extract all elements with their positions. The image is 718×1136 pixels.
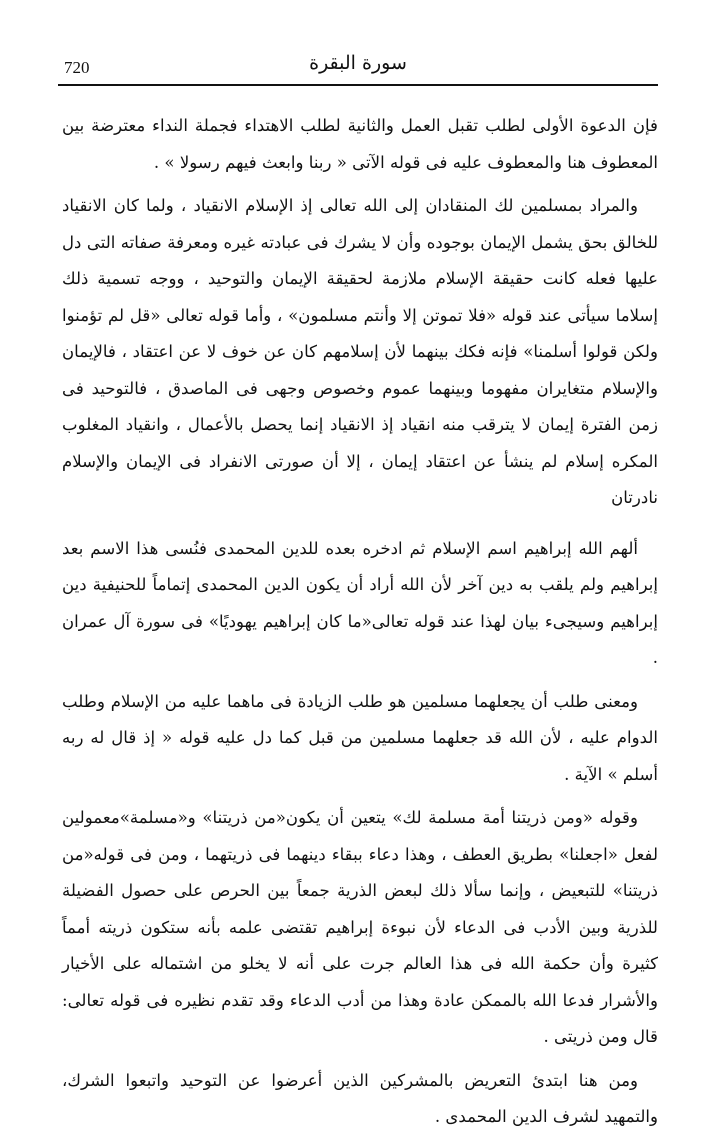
paragraph-gap [62, 181, 658, 188]
paragraph-6: ومن هنا ابتدئ التعريض بالمشركين الذين أعرضوا عن التوحيد واتبعوا الشرك، والتمهيد لشرف الدين المحمدى . [62, 1070, 658, 1126]
page-body [62, 108, 658, 1136]
paragraph-gap [62, 793, 658, 800]
paragraph-gap [62, 677, 658, 684]
paragraph-gap [62, 1056, 658, 1063]
paragraph-1: فإن الدعوة الأولى لطلب تقبل العمل والثانية لطلب الاهتداء فجملة النداء معترضة بين المعطوف هنا والمعطوف عليه فى قوله الآتى « ربنا وابعث فيهم رسولا » . [62, 116, 658, 172]
paragraph-2: والمراد بمسلمين لك المنقادان إلى الله تعالى إذ الإسلام الانقياد ، ولما كان الانقياد للخالق بحق يشمل الإيمان بوجوده وأن لا يشرك فى عبادته غيره ومعرفة صفاته التى دل عليها فعله كانت حقيقة الإسلام ملازمة لحقيقة الإيمان والتوحيد ، ووجه تسمية ذلك إسلاما سيأتى عند قوله «فلا تموتن إلا وأنتم مسلمون» ، وأما قوله تعالى «قل لم تؤمنوا ولكن قولوا أسلمنا» فإنه فكك بينهما لأن إسلامهم كان عن خوف لا عن اعتقاد ، فالإيمان والإسلام متغايران مفهوما وبينهما عموم وخصوص وجهى فى الماصدق ، فالتوحيد فى زمن الفترة إيمان لا يترقب منه انقياد إذ الانقياد إنما يحصل بالأعمال ، وانقياد المغلوب المكره إسلام لم ينشأ عن اعتقاد إيمان ، إلا أن صورتى الانفراد فى الإيمان والإسلام نادرتان [62, 196, 658, 507]
paragraph-gap [62, 517, 658, 531]
page-header [58, 52, 658, 82]
page-number: 720 [64, 58, 90, 77]
surah-title: سورة البقرة [309, 52, 407, 74]
header-rule [58, 84, 658, 86]
paragraph-5: وقوله «ومن ذريتنا أمة مسلمة لك» يتعين أن يكون«من ذريتنا» و«مسلمة»معمولين لفعل «اجعلنا» بطريق العطف ، وهذا دعاء ببقاء دينهما فى ذريتهما ، ومن فى قوله«من ذريتنا» للتبعيض ، وإنما سألا ذلك لبعض الذرية جمعاً بين الحرص على حصول الفضيلة للذرية وبين الأدب فى الدعاء لأن نبوءة إبراهيم تقتضى علمه بأنه ستكون ذريته أمماً كثيرة وأن حكمة الله فى هذا العالم جرت على أنه لا يخلو من اشتماله على الأخيار والأشرار فدعا الله بالممكن عادة وهذا من أدب الدعاء وقد تقدم نظيره فى قوله تعالى: قال ومن ذريتى . [62, 808, 658, 1046]
paragraph-4: ومعنى طلب أن يجعلهما مسلمين هو طلب الزيادة فى ماهما عليه من الإسلام وطلب الدوام عليه ، لأن الله قد جعلهما مسلمين من قبل كما دل عليه قوله « إذ قال له ربه أسلم » الآية . [62, 691, 658, 784]
paragraph-3: ألهم الله إبراهيم اسم الإسلام ثم ادخره بعده للدين المحمدى فنُسى هذا الاسم بعد إبراهيم ولم يلقب به دين آخر لأن الله أراد أن يكون الدين المحمدى إتماماً للحنيفية دين إبراهيم وسيجىء بيان لهذا عند قوله تعالى«ما كان إبراهيم يهوديًا» فى سورة آل عمران . [62, 538, 658, 667]
